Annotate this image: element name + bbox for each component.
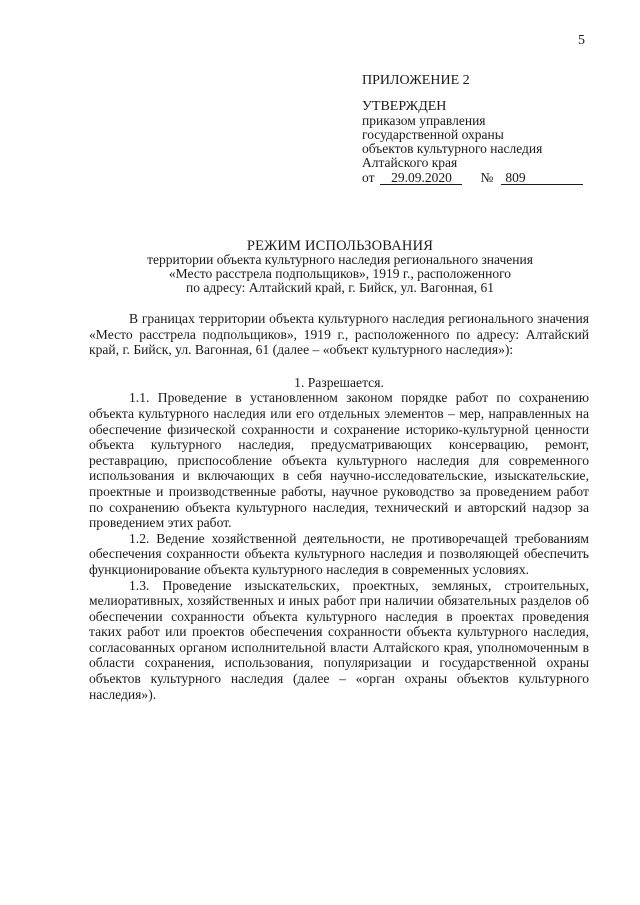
document-heading — [90, 239, 590, 295]
approval-line: объектов культурного наследия — [362, 141, 543, 156]
number-sign: № — [480, 170, 494, 185]
approved-label: УТВЕРЖДЕН — [362, 99, 447, 114]
heading-line: территории объекта культурного наследия регионального значения — [147, 252, 533, 267]
page-number: 5 — [578, 33, 585, 48]
from-label: от — [362, 170, 375, 185]
appendix-label: ПРИЛОЖЕНИЕ 2 — [362, 73, 470, 88]
approval-line: приказом управления — [362, 113, 486, 128]
heading-title: РЕЖИМ ИСПОЛЬЗОВАНИЯ — [246, 238, 434, 254]
item-paragraph: 1.2. Ведение хозяйственной деятельности, не противоречащей требованиям обеспечения сохранности объекта культурного наследия и позволяющей обеспечить функционирование объекта культурного наследия в современных условиях. — [89, 530, 589, 577]
heading-line: по адресу: Алтайский край, г. Бийск, ул. Вагонная, 61 — [186, 280, 494, 295]
heading-line: «Место расстрела подпольщиков», 1919 г., расположенного — [168, 266, 512, 281]
approval-line: государственной охраны — [362, 127, 504, 142]
intro-paragraph: В границах территории объекта культурного наследия регионального значения «Место расстрела подпольщиков», 1919 г., расположенного по адресу: Алтайский край, г. Бийск, ул. Вагонная, 61 (далее – «объект культурного наследия»): — [89, 311, 589, 358]
order-number: 809 — [501, 171, 583, 185]
order-details — [362, 171, 597, 185]
document-body — [89, 311, 589, 702]
section-heading: 1. Разрешается. — [294, 374, 384, 390]
approval-block — [362, 74, 597, 185]
item-paragraph: 1.1. Проведение в установленном законом порядке работ по сохранению объекта культурного наследия или его отдельных элементов – мер, направленных на обеспечение физической сохранности и сохранение историко-культурной ценности объекта культурного наследия, предусматривающих консервацию, ремонт, реставрацию, приспособление объекта культурного наследия для современного использования и включающих в себя научно-исследовательские, изыскательские, проектные и производственные работы, научное руководство за проведением работ по сохранению объекта культурного наследия, технический и авторский надзор за проведением этих работ. — [89, 390, 589, 531]
item-paragraph: 1.3. Проведение изыскательских, проектных, земляных, строительных, мелиоративных, хозяйственных и иных работ при наличии обязательных разделов об обеспечении сохранности объекта культурного наследия в проектах проведения таких работ или проектов обеспечения сохранности объекта культурного наследия, согласованных органом исполнительной власти Алтайского края, уполномоченным в области сохранения, использования, популяризации и государственной охраны объектов культурного наследия (далее – «орган охраны объектов культурного наследия»). — [89, 577, 589, 702]
order-date: 29.09.2020 — [380, 171, 462, 185]
approval-line: Алтайского края — [362, 155, 458, 170]
